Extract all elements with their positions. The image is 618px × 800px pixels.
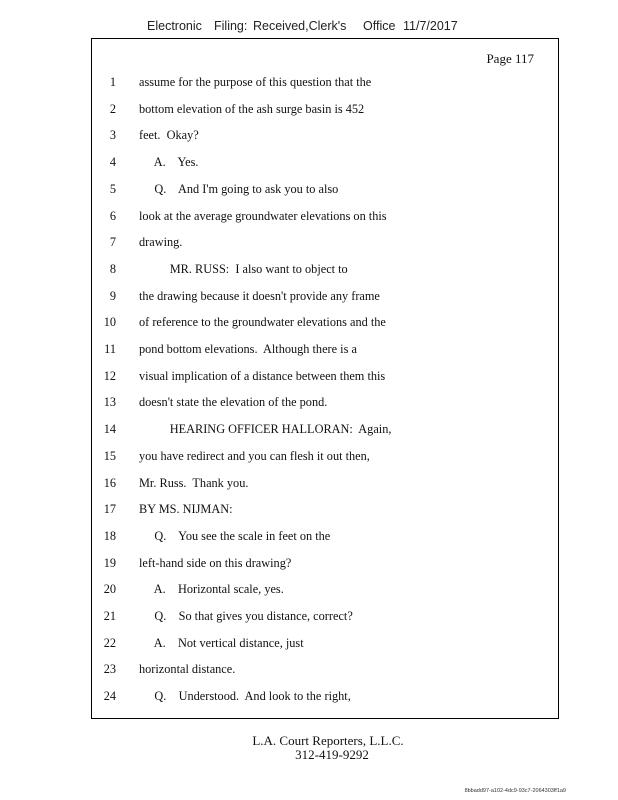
transcript-line bbox=[92, 502, 558, 520]
line-number: 18 bbox=[103, 528, 116, 543]
line-number: 7 bbox=[109, 235, 116, 250]
line-number: 12 bbox=[103, 368, 116, 383]
line-number: 6 bbox=[109, 208, 116, 223]
line-number: 24 bbox=[103, 689, 116, 704]
footer-company: L.A. Court Reporters, L.L.C. bbox=[252, 733, 404, 748]
line-number: 14 bbox=[103, 422, 116, 437]
line-number: 11 bbox=[104, 342, 116, 356]
line-number: 2 bbox=[109, 101, 116, 116]
line-text: assume for the purpose of this question that the bbox=[139, 75, 372, 89]
transcript-line bbox=[92, 556, 558, 574]
line-text: Q. Understood. And look to the right, bbox=[139, 689, 351, 704]
transcript-line bbox=[92, 636, 558, 654]
line-number: 22 bbox=[103, 635, 116, 650]
line-text: HEARING OFFICER HALLORAN: Again, bbox=[139, 422, 392, 437]
line-number: 5 bbox=[109, 181, 116, 196]
line-text: Mr. Russ. Thank you. bbox=[139, 475, 249, 490]
line-text: drawing. bbox=[139, 235, 183, 250]
filing-word-filing: Filing: bbox=[214, 19, 248, 33]
filing-word-office: Office bbox=[363, 19, 396, 33]
line-text: the drawing because it doesn't provide any frame bbox=[139, 288, 380, 303]
transcript-line bbox=[92, 609, 558, 627]
transcript-line bbox=[92, 689, 558, 707]
document-hash: 8bbadd97-a102-4dc9-93c7-2064303ff1a9 bbox=[464, 788, 566, 794]
transcript-page-frame bbox=[91, 38, 559, 719]
line-number: 20 bbox=[103, 582, 116, 597]
transcript-line bbox=[92, 262, 558, 280]
filing-stamp-header bbox=[0, 19, 618, 39]
filing-date: 11/7/2017 bbox=[403, 19, 458, 33]
line-text: of reference to the groundwater elevations and the bbox=[139, 315, 386, 330]
transcript-line bbox=[92, 449, 558, 467]
transcript-line bbox=[92, 342, 558, 360]
line-text: doesn't state the elevation of the pond. bbox=[139, 395, 328, 410]
line-text: Q. And I'm going to ask you to also bbox=[139, 181, 339, 196]
line-number: 13 bbox=[103, 395, 116, 410]
line-number: 8 bbox=[109, 261, 116, 276]
line-text: A. Horizontal scale, yes. bbox=[139, 582, 284, 597]
line-number: 23 bbox=[103, 662, 116, 677]
line-text: Q. You see the scale in feet on the bbox=[139, 528, 331, 543]
transcript-line bbox=[92, 289, 558, 307]
line-number: 17 bbox=[103, 502, 116, 517]
transcript-line bbox=[92, 102, 558, 120]
line-text: you have redirect and you can flesh it out then, bbox=[139, 448, 370, 463]
transcript-line bbox=[92, 235, 558, 253]
line-number: 16 bbox=[103, 475, 116, 490]
line-number: 15 bbox=[103, 448, 116, 463]
line-text: A. Yes. bbox=[139, 155, 199, 170]
line-text: bottom elevation of the ash surge basin is 452 bbox=[139, 101, 365, 116]
line-text: A. Not vertical distance, just bbox=[139, 635, 304, 650]
line-number: 1 bbox=[109, 75, 116, 89]
line-text: pond bottom elevations. Although there is a bbox=[139, 342, 357, 356]
transcript-line bbox=[92, 476, 558, 494]
transcript-line bbox=[92, 529, 558, 547]
filing-word-electronic: Electronic bbox=[147, 19, 202, 33]
line-number: 10 bbox=[103, 315, 116, 330]
line-number: 4 bbox=[109, 155, 116, 170]
line-text: horizontal distance. bbox=[139, 662, 236, 677]
line-text: visual implication of a distance between them this bbox=[139, 368, 386, 383]
line-number: 3 bbox=[109, 128, 116, 143]
line-text: Q. So that gives you distance, correct? bbox=[139, 609, 353, 623]
transcript-line bbox=[92, 209, 558, 227]
transcript-line bbox=[92, 155, 558, 173]
transcript-line bbox=[92, 315, 558, 333]
line-text: left-hand side on this drawing? bbox=[139, 555, 292, 570]
transcript-line bbox=[92, 582, 558, 600]
filing-word-received: Received,Clerk's bbox=[253, 19, 347, 33]
line-text: MR. RUSS: I also want to object to bbox=[139, 261, 348, 276]
transcript-line bbox=[92, 369, 558, 387]
line-text: look at the average groundwater elevations on this bbox=[139, 208, 387, 223]
page-number: Page 117 bbox=[486, 51, 534, 66]
transcript-line bbox=[92, 422, 558, 440]
footer-phone: 312-419-9292 bbox=[295, 747, 369, 762]
transcript-line bbox=[92, 395, 558, 413]
transcript-line bbox=[92, 182, 558, 200]
transcript-line bbox=[92, 128, 558, 146]
transcript-line bbox=[92, 75, 558, 93]
transcript-line bbox=[92, 662, 558, 680]
line-number: 19 bbox=[103, 555, 116, 570]
line-number: 9 bbox=[109, 288, 116, 303]
line-text: feet. Okay? bbox=[139, 128, 199, 143]
line-number: 21 bbox=[103, 609, 116, 623]
line-text: BY MS. NIJMAN: bbox=[139, 502, 233, 517]
